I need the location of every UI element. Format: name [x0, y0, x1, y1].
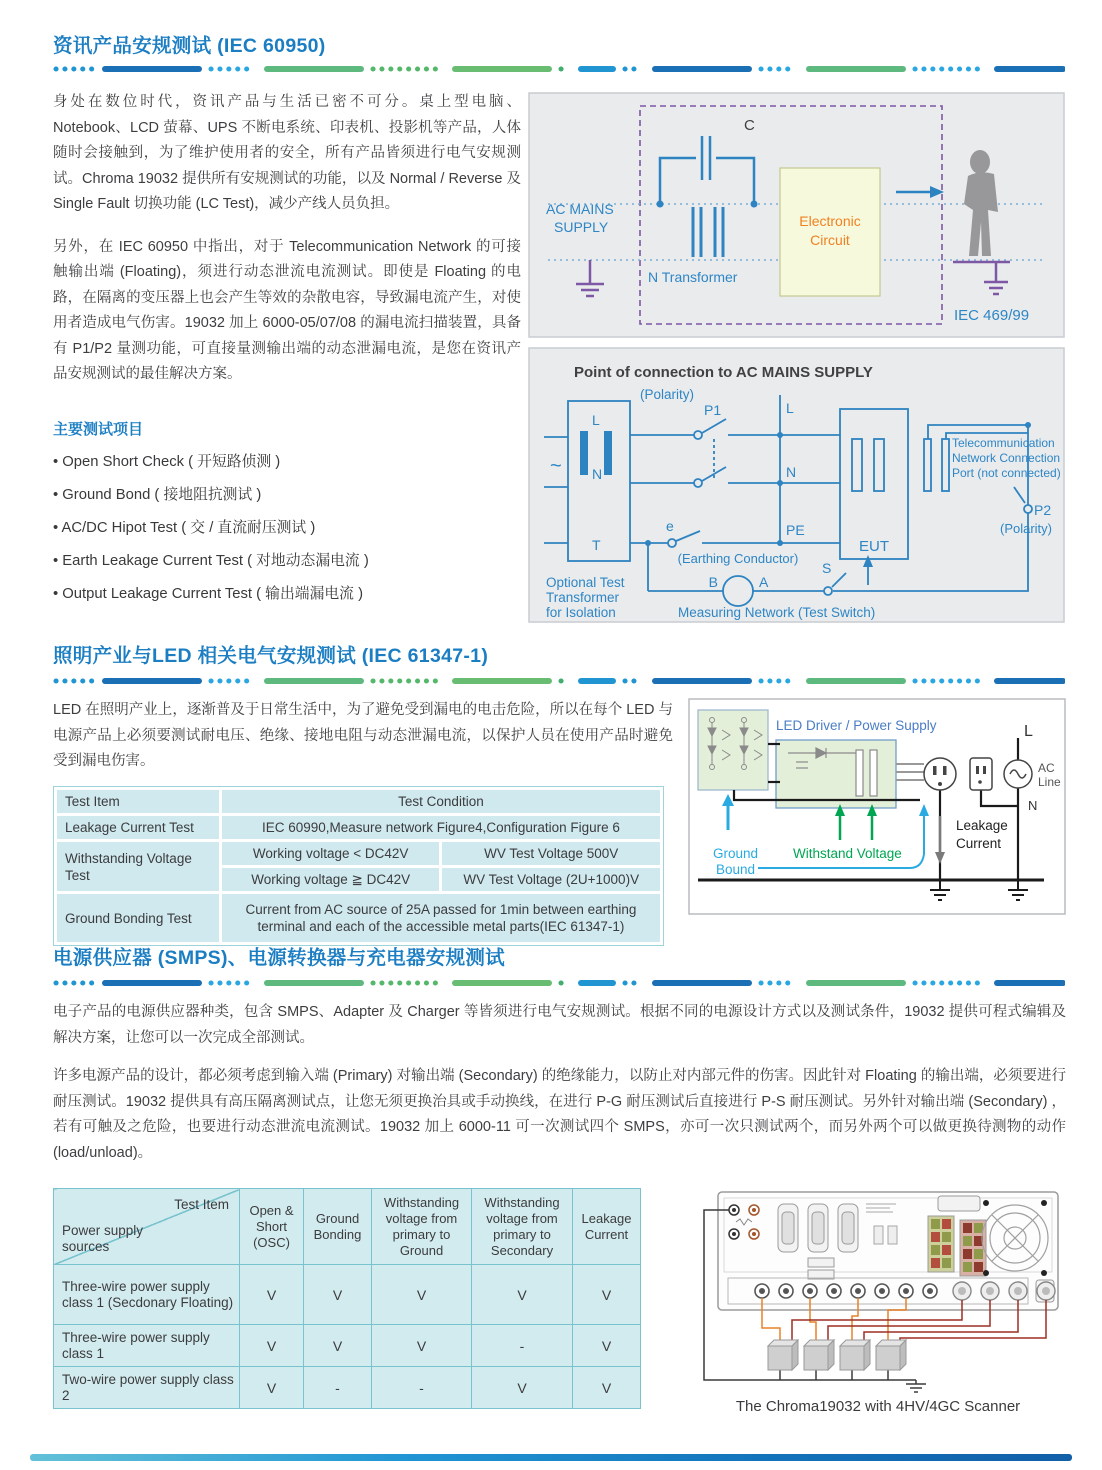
iec-469-label: IEC 469/99: [954, 307, 1030, 324]
table-header-cell: Test Condition: [222, 790, 660, 813]
list-item: • AC/DC Hipot Test ( 交 / 直流耐压测试 ): [53, 517, 521, 539]
table-cell: Ground Bonding Test: [57, 894, 219, 942]
telecom-label-1: Telecommunication: [952, 436, 1055, 450]
section-title-it-safety: 资讯产品安规测试 (IEC 60950): [53, 35, 326, 57]
ac-source-symbol: ~: [550, 455, 562, 477]
section-title-led: 照明产业与LED 相关电气安规测试 (IEC 61347-1): [53, 645, 489, 667]
electronic-circuit-label-2: Circuit: [810, 232, 850, 248]
n-label: N: [592, 466, 603, 482]
n-transformer-label: N Transformer: [648, 269, 738, 285]
iec60950-leakage-diagram: [528, 92, 1065, 338]
polarity-label: (Polarity): [640, 387, 695, 402]
paragraph: 另外，在 IEC 60950 中指出，对于 Telecommunication Network 的可接触输出端 (Floating)，须进行动态泄流电流测试。即使是 Floating 的电路，在隔离的变压器上也会产生等效的杂散电容，导致漏电流产生，对使用者造成电气伤害。19032 加上 6000-05/07/08 的漏电流扫描装置，具备有 P1/P2 量测功能，可直接量测输出端的动态泄漏电流，是您在资讯产品安规测试的最佳解决方案。: [53, 238, 521, 382]
table-header-cell: Ground Bonding: [304, 1189, 372, 1265]
l-label: L: [1024, 723, 1033, 740]
table-cell: -: [472, 1325, 573, 1367]
optional-transformer-label-2: Transformer: [546, 590, 620, 605]
eut-label: EUT: [859, 538, 889, 555]
n-bus-label: N: [786, 464, 797, 480]
table-row-label: Three-wire power supply class 1 (Secdonary Floating): [54, 1265, 240, 1325]
table-cell: V: [304, 1265, 372, 1325]
table-cell: V: [472, 1265, 573, 1325]
led-paragraph: LED 在照明产业上，逐渐普及于日常生活中，为了避免受到漏电的电击危险，所以在每个 LED 与电源产品上必须要测试耐电压、绝缘、接地电阻与动态泄漏电流，以保护人员在使用产品时避免受到漏电伤害。: [53, 702, 673, 769]
table-cell: -: [372, 1367, 472, 1409]
ac-mains-label: AC MAINS: [546, 201, 614, 217]
pe-label: PE: [786, 522, 805, 538]
p1-label: P1: [704, 402, 722, 418]
ac-mains-label-2: SUPPLY: [554, 219, 609, 235]
table-cell: V: [573, 1367, 641, 1409]
table-cell: IEC 60990,Measure network Figure4,Configuration Figure 6: [222, 816, 660, 839]
leakage-current-label-2: Current: [956, 836, 1002, 851]
table-cell: V: [573, 1325, 641, 1367]
led-driver-label: LED Driver / Power Supply: [776, 718, 937, 733]
figure-caption: The Chroma19032 with 4HV/4GC Scanner: [735, 1398, 1021, 1415]
smps-paragraph-1: 电子产品的电源供应器种类，包含 SMPS、Adapter 及 Charger 等皆须进行电气安规测试。根据不同的电源设计方式以及测试条件，19032 提供可程式编辑及解决方案，让您可以一次完成全部测试。: [53, 1004, 1066, 1046]
footer-accent-bar: [30, 1454, 1072, 1461]
dut-boxes: [768, 1340, 906, 1370]
table-header-cell: Test Item: [57, 790, 219, 813]
smps-paragraph-2: 许多电源产品的设计，都必须考虑到输入端 (Primary) 对输出端 (Secondary) 的绝缘能力，以防止对内部元件的伤害。因此针对 Floating 的输出端，必须要进行耐压测试。19032 提供具有高压隔离测试点，让您无须更换治具或手动换线，在进行 P-G 耐压测试后直接进行 P-S 耐压测试。另外针对输出端 (Secondary) ，若有可触及之危险，也要进行动态泄流电流测试。19032 加上 6000-11 可一次测试四个 SMPS，亦可一次只测试两个，而另外两个可以做更换待测物的动作 (load/unload)。: [53, 1068, 1066, 1161]
a-label: A: [759, 574, 769, 590]
e-switch-label: e: [666, 518, 674, 534]
optional-transformer-label-3: for Isolation: [546, 605, 616, 620]
ac-line-label-1: AC: [1038, 761, 1055, 775]
telecom-label-2: Network Connection: [952, 451, 1061, 465]
table-cell: V: [240, 1325, 304, 1367]
table-cell: WV Test Voltage (2U+1000)V: [442, 868, 660, 891]
table-corner-cell: [54, 1189, 240, 1265]
l-label: L: [592, 412, 600, 428]
table-cell: Leakage Current Test: [57, 816, 219, 839]
smps-test-matrix-table: [53, 1188, 641, 1409]
earthing-conductor-label: (Earthing Conductor): [677, 551, 799, 566]
section-divider: [53, 978, 1065, 988]
chroma-19032-rear-panel-figure: [690, 1188, 1066, 1393]
table-cell: Working voltage < DC42V: [222, 842, 440, 865]
table-cell: V: [472, 1367, 573, 1409]
led-test-table: [53, 786, 664, 946]
leakage-current-label-1: Leakage: [956, 818, 1008, 833]
ground-bound-label-1: Ground: [713, 846, 759, 861]
list-item: • Ground Bond ( 接地阻抗测试 ): [53, 484, 521, 506]
diagram-title: Point of connection to AC MAINS SUPPLY: [574, 364, 873, 381]
electronic-circuit-label: Electronic: [799, 213, 861, 229]
ac-line-label-2: Line: [1038, 775, 1061, 789]
corner-label-bottom: Power supply sources: [62, 1223, 144, 1254]
polarity2-label: (Polarity): [999, 521, 1053, 536]
measuring-network-label: Measuring Network (Test Switch): [678, 605, 876, 620]
s-label: S: [822, 560, 832, 576]
b-label: B: [708, 574, 718, 590]
table-cell: V: [573, 1265, 641, 1325]
table-header-cell: Withstanding voltage from primary to Secondary: [472, 1189, 573, 1265]
table-cell: V: [304, 1325, 372, 1367]
led-test-diagram: [688, 698, 1066, 915]
list-item: • Earth Leakage Current Test ( 对地动态漏电流 ): [53, 550, 521, 572]
table-row-label: Two-wire power supply class 2: [54, 1367, 240, 1409]
withstand-voltage-label: Withstand Voltage: [793, 846, 902, 861]
table-cell: Working voltage ≧ DC42V: [222, 868, 440, 891]
list-item: • Open Short Check ( 开短路侦测 ): [53, 451, 521, 473]
table-row-label: Three-wire power supply class 1: [54, 1325, 240, 1367]
paragraph: 身处在数位时代，资讯产品与生活已密不可分。桌上型电脑、Notebook、LCD 萤幕、UPS 不断电系统、印表机、投影机等产品，人体随时会接触到，为了维护使用者的安全，所有产品皆须进行电气安规测试。Chroma 19032 提供所有安规测试的功能，以及 Normal / Reverse 及 Single Fault 切换功能 (LC Test)，减少产线人员负担。: [53, 94, 521, 212]
outlet: [970, 758, 992, 790]
table-cell: V: [240, 1265, 304, 1325]
table-cell: WV Test Voltage 500V: [442, 842, 660, 865]
capacitor-label: C: [744, 117, 755, 134]
p2-label: P2: [1034, 502, 1052, 518]
ground-bound-label-2: Bound: [716, 862, 756, 877]
table-cell: Withstanding Voltage Test: [57, 842, 219, 891]
table-cell: V: [240, 1367, 304, 1409]
point-of-connection-diagram: [528, 347, 1065, 623]
t-label: T: [592, 537, 601, 553]
list-item: • Output Leakage Current Test ( 输出端漏电流 ): [53, 583, 521, 605]
table-header-cell: Leakage Current: [573, 1189, 641, 1265]
optional-transformer-label-1: Optional Test: [546, 575, 625, 590]
it-safety-text-column: [53, 90, 521, 616]
plug-face: [924, 758, 956, 790]
table-cell: -: [304, 1367, 372, 1409]
section-divider: [53, 64, 1065, 74]
corner-label-top: Test Item: [174, 1197, 229, 1212]
l-bus-label: L: [786, 400, 794, 416]
table-cell: Current from AC source of 25A passed for 1min between earthing terminal and each of the accessible metal parts(IEC 61347-1): [222, 894, 660, 942]
table-cell: V: [372, 1325, 472, 1367]
section-divider: [53, 676, 1065, 686]
table-header-cell: Open & Short (OSC): [240, 1189, 304, 1265]
telecom-label-3: Port (not connected): [952, 466, 1061, 480]
table-header-cell: Withstanding voltage from primary to Ground: [372, 1189, 472, 1265]
test-items-list: [53, 451, 521, 605]
section-title-smps: 电源供应器 (SMPS)、电源转换器与充电器安规测试: [53, 947, 505, 969]
test-items-list-title: 主要测试项目: [53, 420, 144, 438]
table-cell: V: [372, 1265, 472, 1325]
n-label: N: [1028, 798, 1038, 813]
ac-source: [1004, 760, 1032, 788]
